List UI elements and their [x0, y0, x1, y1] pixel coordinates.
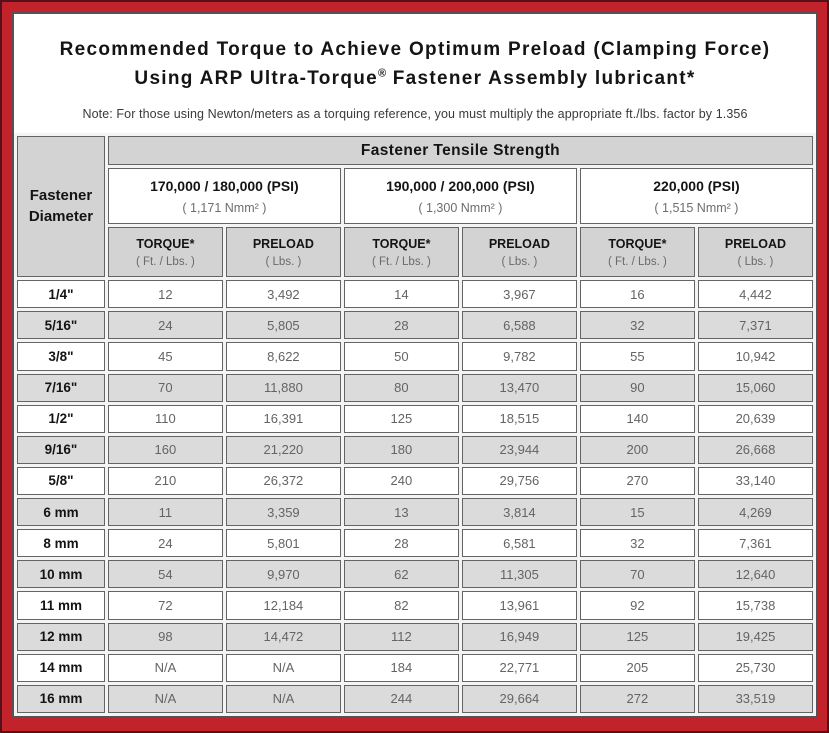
diameter-cell: 1/2": [17, 405, 105, 433]
torque-cell: 80: [344, 374, 459, 402]
preload-cell: N/A: [226, 685, 341, 713]
torque-cell: 184: [344, 654, 459, 682]
preload-cell: 33,140: [698, 467, 813, 495]
torque-cell: N/A: [108, 654, 223, 682]
torque-cell: 110: [108, 405, 223, 433]
table-header-section: [17, 136, 813, 277]
psi-group-header-2: [344, 168, 577, 224]
diameter-cell: 7/16": [17, 374, 105, 402]
torque-cell: 14: [344, 280, 459, 308]
fastener-diameter-header-line2: Diameter: [28, 207, 94, 225]
psi-value-3: 220,000 (PSI): [653, 177, 740, 194]
column-label: TORQUE*: [136, 236, 195, 251]
preload-cell: 5,805: [226, 311, 341, 339]
diameter-cell: 14 mm: [17, 654, 105, 682]
torque-cell: 244: [344, 685, 459, 713]
table-row: [17, 311, 813, 339]
nmm-value-1: ( 1,171 Nmm² ): [182, 200, 267, 215]
preload-column-header-2: [462, 227, 577, 277]
torque-cell: 112: [344, 623, 459, 651]
diameter-cell: 10 mm: [17, 560, 105, 588]
diameter-cell: 6 mm: [17, 498, 105, 526]
preload-cell: 26,668: [698, 436, 813, 464]
table-body: [17, 280, 813, 713]
preload-cell: 25,730: [698, 654, 813, 682]
table-row: [17, 498, 813, 526]
torque-cell: 24: [108, 311, 223, 339]
page-title-line2: [22, 65, 808, 94]
preload-cell: 26,372: [226, 467, 341, 495]
table-row: [17, 529, 813, 557]
torque-cell: 62: [344, 560, 459, 588]
diameter-cell: 12 mm: [17, 623, 105, 651]
table-row: [17, 654, 813, 682]
table-row: [17, 685, 813, 713]
torque-cell: 13: [344, 498, 459, 526]
column-label: PRELOAD: [724, 236, 787, 251]
torque-cell: 28: [344, 529, 459, 557]
note-text: Note: For those using Newton/meters as a torquing reference, you must multiply the appropriate ft./lbs. factor by 1.356: [82, 107, 748, 121]
registered-trademark-symbol: ®: [378, 67, 387, 80]
table-row: [17, 280, 813, 308]
torque-column-header-2: [344, 227, 459, 277]
torque-cell: 24: [108, 529, 223, 557]
title-block: [14, 14, 816, 97]
column-unit: ( Ft. / Lbs. ): [136, 255, 195, 268]
preload-cell: 4,269: [698, 498, 813, 526]
column-unit: ( Ft. / Lbs. ): [372, 255, 431, 268]
preload-cell: 3,967: [462, 280, 577, 308]
torque-cell: 125: [580, 623, 695, 651]
torque-table: [14, 133, 816, 716]
preload-cell: 33,519: [698, 685, 813, 713]
psi-group-header-1: [108, 168, 341, 224]
torque-cell: 205: [580, 654, 695, 682]
torque-cell: 240: [344, 467, 459, 495]
preload-cell: N/A: [226, 654, 341, 682]
torque-cell: 16: [580, 280, 695, 308]
torque-cell: 45: [108, 342, 223, 370]
torque-cell: N/A: [108, 685, 223, 713]
torque-cell: 32: [580, 529, 695, 557]
diameter-cell: 5/16": [17, 311, 105, 339]
column-label: PRELOAD: [252, 236, 314, 251]
torque-cell: 50: [344, 342, 459, 370]
preload-cell: 9,970: [226, 560, 341, 588]
torque-cell: 98: [108, 623, 223, 651]
diameter-cell: 3/8": [17, 342, 105, 370]
diameter-cell: 5/8": [17, 467, 105, 495]
table-row: [17, 342, 813, 370]
preload-cell: 15,738: [698, 591, 813, 619]
table-row: [17, 591, 813, 619]
diameter-cell: 9/16": [17, 436, 105, 464]
torque-cell: 92: [580, 591, 695, 619]
preload-cell: 11,880: [226, 374, 341, 402]
torque-cell: 200: [580, 436, 695, 464]
preload-cell: 16,949: [462, 623, 577, 651]
torque-cell: 140: [580, 405, 695, 433]
preload-cell: 11,305: [462, 560, 577, 588]
column-unit: ( Ft. / Lbs. ): [608, 255, 667, 268]
torque-cell: 54: [108, 560, 223, 588]
header-row-tensile: [17, 136, 813, 165]
preload-cell: 12,184: [226, 591, 341, 619]
diameter-cell: 16 mm: [17, 685, 105, 713]
preload-cell: 13,961: [462, 591, 577, 619]
diameter-cell: 11 mm: [17, 591, 105, 619]
torque-column-header-3: [580, 227, 695, 277]
column-unit: ( Lbs. ): [737, 255, 774, 268]
preload-column-header-3: [698, 227, 813, 277]
column-label: TORQUE*: [608, 236, 667, 251]
preload-cell: 12,640: [698, 560, 813, 588]
torque-cell: 15: [580, 498, 695, 526]
preload-cell: 29,664: [462, 685, 577, 713]
torque-cell: 82: [344, 591, 459, 619]
preload-cell: 20,639: [698, 405, 813, 433]
preload-cell: 10,942: [698, 342, 813, 370]
title-line2-suffix: Fastener Assembly lubricant*: [386, 67, 696, 89]
preload-cell: 3,814: [462, 498, 577, 526]
torque-cell: 32: [580, 311, 695, 339]
content-box: [12, 12, 818, 718]
title-line2-text: Using ARP Ultra-Torque: [134, 67, 379, 89]
preload-cell: 8,622: [226, 342, 341, 370]
header-row-psi: [17, 168, 813, 224]
preload-cell: 3,492: [226, 280, 341, 308]
preload-cell: 4,442: [698, 280, 813, 308]
preload-cell: 5,801: [226, 529, 341, 557]
column-label: TORQUE*: [372, 236, 431, 251]
psi-group-header-3: [580, 168, 813, 224]
torque-cell: 270: [580, 467, 695, 495]
torque-cell: 90: [580, 374, 695, 402]
torque-cell: 70: [108, 374, 223, 402]
column-label: PRELOAD: [488, 236, 550, 251]
column-unit: ( Lbs. ): [501, 255, 538, 268]
preload-cell: 7,361: [698, 529, 813, 557]
torque-cell: 272: [580, 685, 695, 713]
torque-cell: 180: [344, 436, 459, 464]
fastener-diameter-header-line1: Fastener: [29, 187, 93, 205]
diameter-cell: 1/4": [17, 280, 105, 308]
preload-cell: 3,359: [226, 498, 341, 526]
table-row: [17, 405, 813, 433]
header-row-columns: [17, 227, 813, 277]
torque-cell: 70: [580, 560, 695, 588]
preload-cell: 22,771: [462, 654, 577, 682]
diameter-cell: 8 mm: [17, 529, 105, 557]
psi-value-1: 170,000 / 180,000 (PSI): [150, 177, 299, 194]
torque-cell: 160: [108, 436, 223, 464]
torque-cell: 28: [344, 311, 459, 339]
table-row: [17, 374, 813, 402]
torque-cell: 55: [580, 342, 695, 370]
nmm-value-2: ( 1,300 Nmm² ): [418, 200, 503, 215]
torque-cell: 210: [108, 467, 223, 495]
torque-cell: 12: [108, 280, 223, 308]
torque-cell: 125: [344, 405, 459, 433]
preload-cell: 9,782: [462, 342, 577, 370]
preload-cell: 29,756: [462, 467, 577, 495]
table-row: [17, 436, 813, 464]
table-row: [17, 467, 813, 495]
torque-column-header-1: [108, 227, 223, 277]
psi-value-2: 190,000 / 200,000 (PSI): [386, 177, 535, 194]
preload-cell: 16,391: [226, 405, 341, 433]
torque-cell: 11: [108, 498, 223, 526]
preload-cell: 19,425: [698, 623, 813, 651]
table-row: [17, 623, 813, 651]
preload-cell: 14,472: [226, 623, 341, 651]
fastener-diameter-header: [17, 136, 105, 277]
preload-cell: 7,371: [698, 311, 813, 339]
preload-cell: 18,515: [462, 405, 577, 433]
preload-cell: 21,220: [226, 436, 341, 464]
preload-cell: 13,470: [462, 374, 577, 402]
nmm-value-3: ( 1,515 Nmm² ): [654, 200, 739, 215]
table-row: [17, 560, 813, 588]
preload-cell: 6,581: [462, 529, 577, 557]
tensile-strength-header: Fastener Tensile Strength: [108, 136, 813, 165]
preload-cell: 15,060: [698, 374, 813, 402]
preload-column-header-1: [226, 227, 341, 277]
page-title-line1: Recommended Torque to Achieve Optimum Preload (Clamping Force): [59, 39, 771, 60]
preload-cell: 6,588: [462, 311, 577, 339]
preload-cell: 23,944: [462, 436, 577, 464]
torque-cell: 72: [108, 591, 223, 619]
column-unit: ( Lbs. ): [265, 255, 302, 268]
